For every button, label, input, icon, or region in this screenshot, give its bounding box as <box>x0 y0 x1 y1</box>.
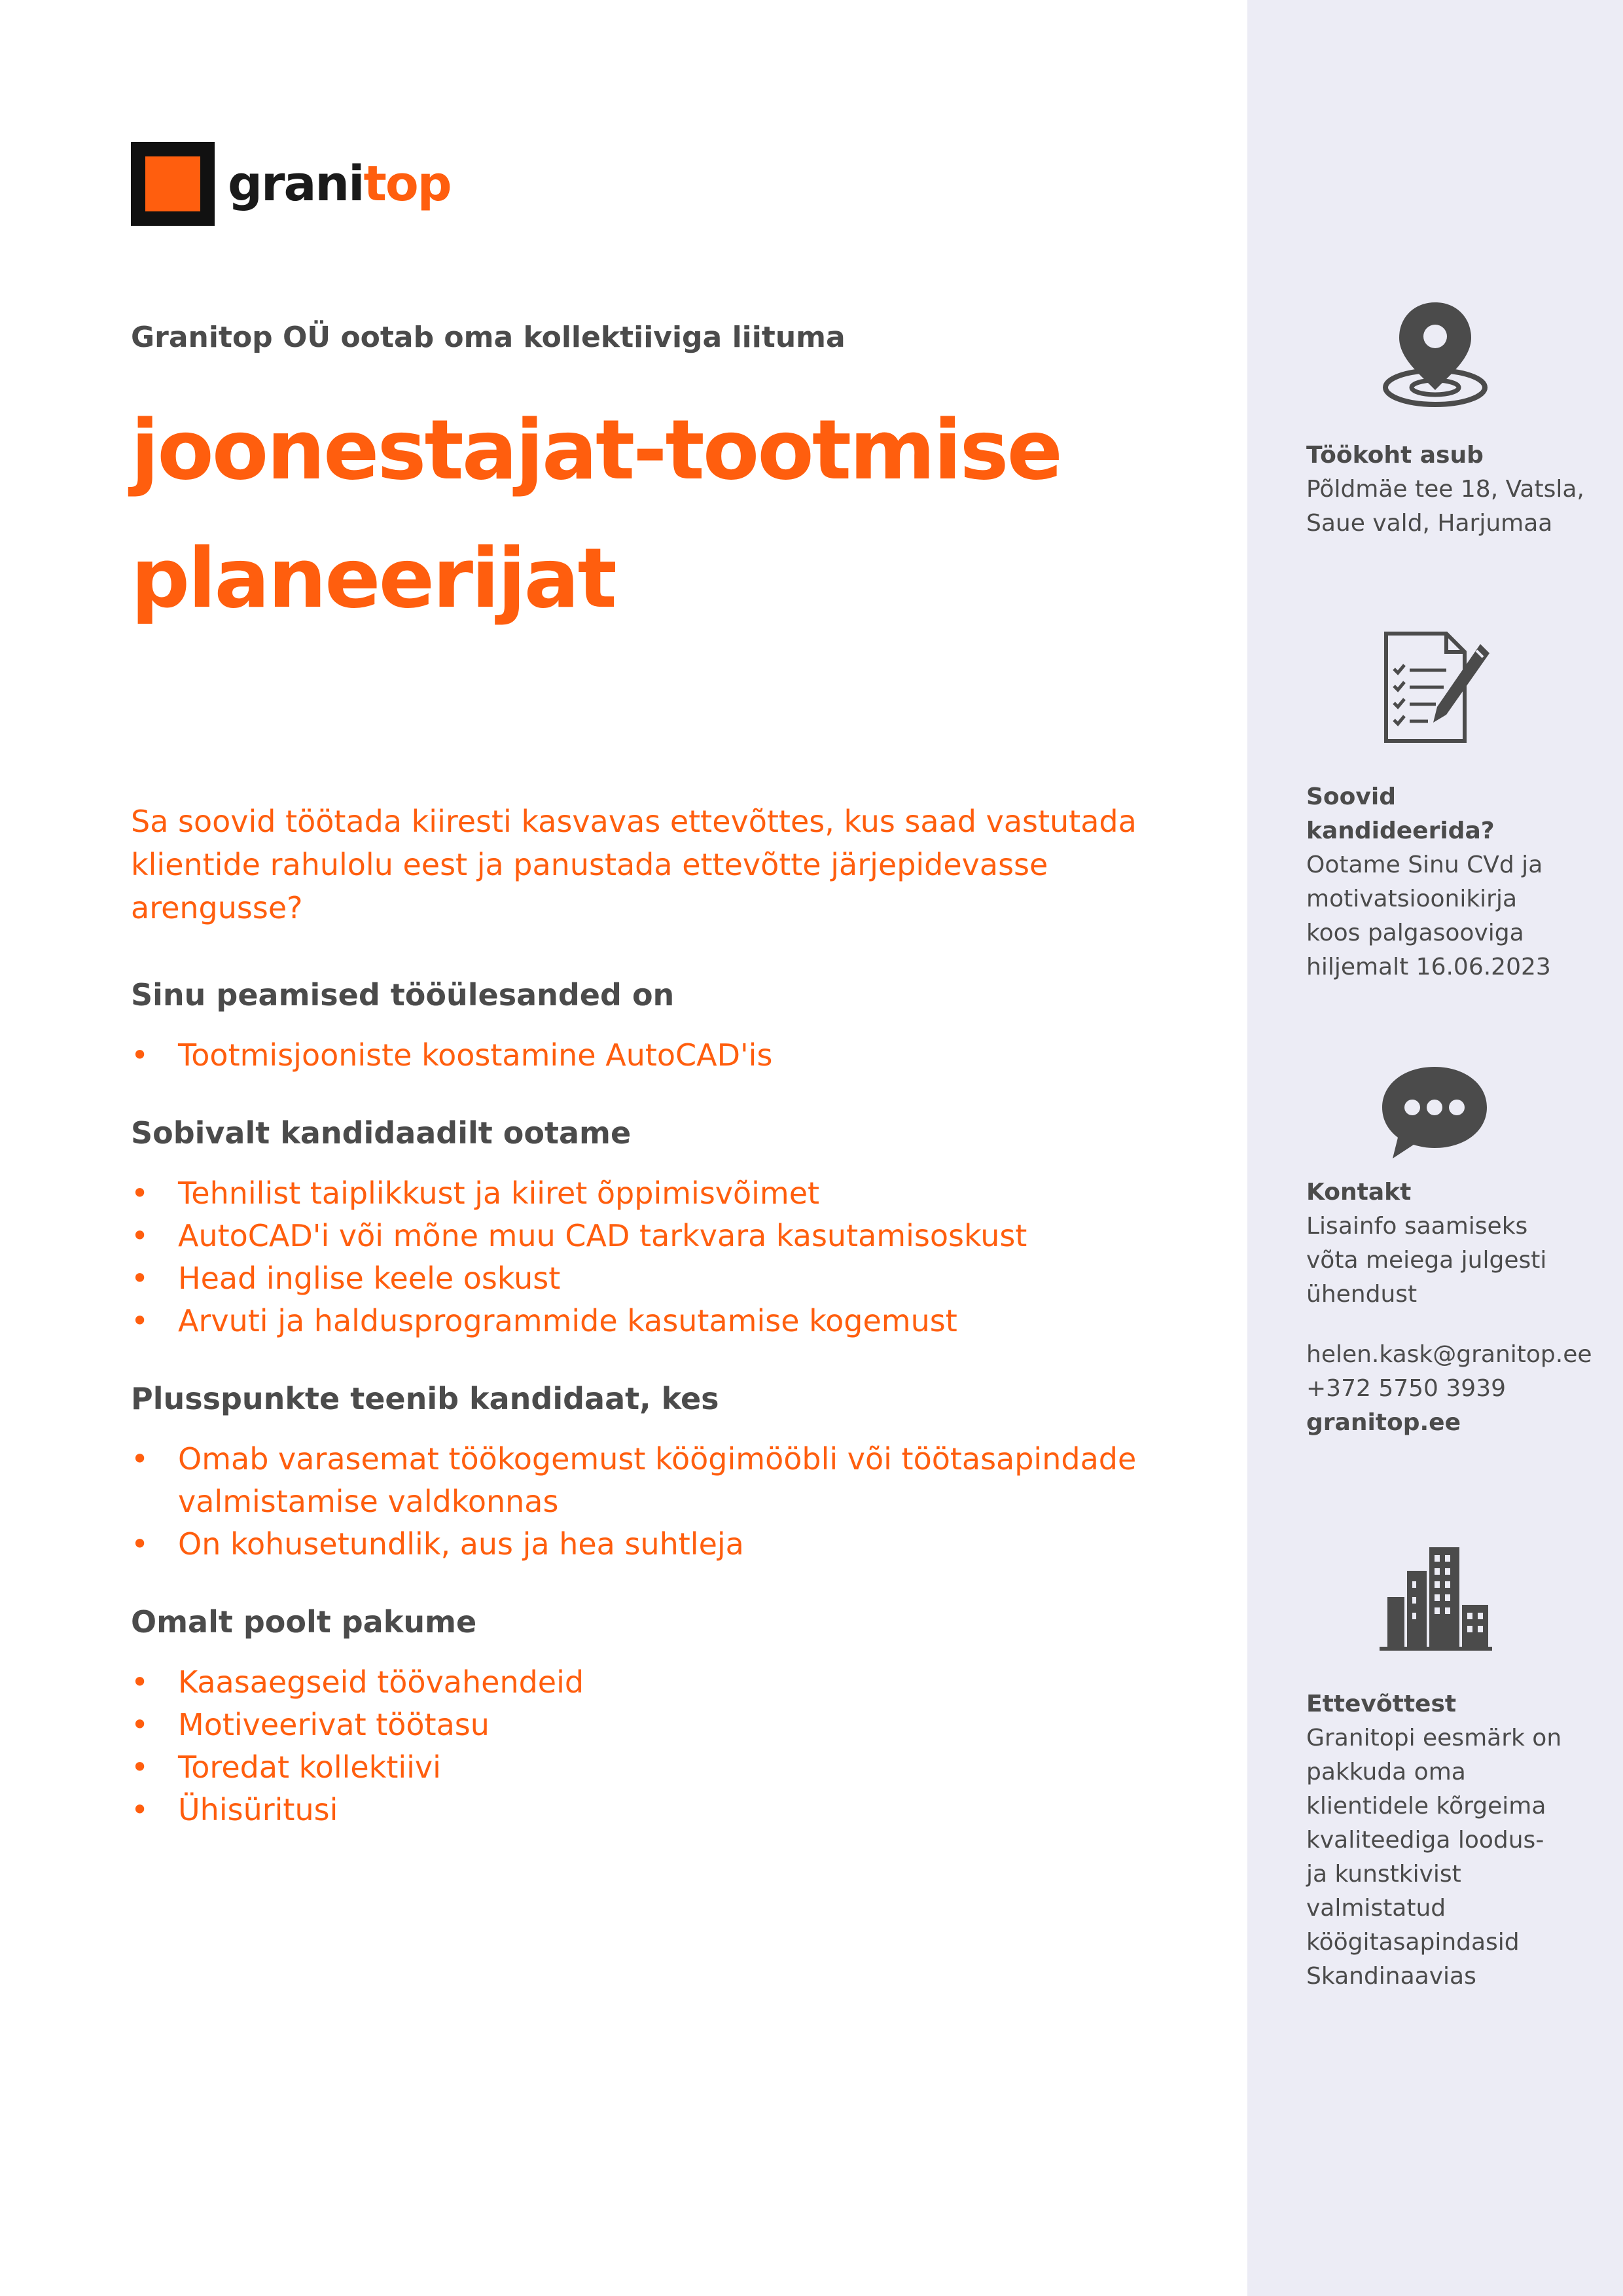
company-line: ja kunstkivist <box>1306 1861 1461 1888</box>
list-item: • Kaasaegseid töövahendeid <box>131 1661 1191 1704</box>
logo-wordmark: granitop <box>228 156 451 212</box>
bullet-list <box>131 1172 1191 1342</box>
contact-line: võta meiega julgesti <box>1306 1247 1547 1274</box>
apply-line: motivatsioonikirja <box>1306 886 1518 912</box>
main-content <box>131 974 1191 1867</box>
location-block <box>1306 439 1588 541</box>
list-item: • Motiveerivat töötasu <box>131 1704 1191 1746</box>
section-title: Sinu peamised tööülesanded on <box>131 977 675 1013</box>
buildings-icon <box>1377 1545 1495 1653</box>
lead-paragraph: Sa soovid töötada kiiresti kasvavas ettevõttes, kus saad vastutada klientide rahulolu eest ja panustada ettevõtte järjepidevasse arengusse? <box>131 804 1137 925</box>
company-line: kvaliteediga loodus- <box>1306 1827 1544 1854</box>
contact-line: Lisainfo saamiseks <box>1306 1213 1528 1240</box>
section-title: Plusspunkte teenib kandidaat, kes <box>131 1381 719 1416</box>
section-title: Sobivalt kandidaadilt ootame <box>131 1115 632 1151</box>
apply-block <box>1306 780 1588 984</box>
intro-text: Granitop OÜ ootab oma kollektiiviga liituma <box>131 321 846 354</box>
list-item: • Tehnilist taiplikkust ja kiiret õppimisvõimet <box>131 1172 1191 1215</box>
section-advantages <box>131 1378 1191 1566</box>
location-line: Saue vald, Harjumaa <box>1306 510 1553 537</box>
apply-line: Ootame Sinu CVd ja <box>1306 852 1543 878</box>
location-title: Töökoht asub <box>1306 442 1484 469</box>
company-block <box>1306 1687 1588 1994</box>
logo-mark-icon <box>131 142 215 226</box>
granitop-logo <box>131 141 451 226</box>
section-tasks <box>131 974 1191 1077</box>
company-line: pakkuda oma <box>1306 1759 1466 1785</box>
company-line: valmistatud <box>1306 1895 1446 1922</box>
job-title <box>131 386 1211 643</box>
chat-bubble-icon <box>1380 1064 1489 1161</box>
contact-block <box>1306 1175 1592 1440</box>
company-line: köögitasapindasid <box>1306 1929 1520 1956</box>
list-item: • Tootmisjooniste koostamine AutoCAD'is <box>131 1034 1191 1077</box>
list-item: • AutoCAD'i või mõne muu CAD tarkvara kasutamisoskust <box>131 1215 1191 1257</box>
contact-website[interactable]: granitop.ee <box>1306 1409 1461 1436</box>
contact-line: ühendust <box>1306 1281 1418 1308</box>
location-pin-icon <box>1381 298 1489 411</box>
document-checklist-pen-icon <box>1381 631 1493 744</box>
list-item: • Arvuti ja haldusprogrammide kasutamise kogemust <box>131 1300 1191 1342</box>
company-line: Granitopi eesmärk on <box>1306 1725 1562 1751</box>
contact-email[interactable]: helen.kask@granitop.ee <box>1306 1341 1592 1368</box>
company-line: Skandinaavias <box>1306 1963 1476 1990</box>
list-item: • Toredat kollektiivi <box>131 1746 1191 1789</box>
apply-line: koos palgasooviga <box>1306 920 1524 946</box>
contact-title: Kontakt <box>1306 1179 1412 1206</box>
apply-title: Soovid kandideerida? <box>1306 783 1495 844</box>
section-requirements <box>131 1112 1191 1342</box>
section-offer <box>131 1601 1191 1831</box>
bullet-list <box>131 1034 1191 1077</box>
list-item: • Omab varasemat töökogemust köögimööbli või töötasapindade valmistamise valdkonnas <box>131 1438 1191 1523</box>
bullet-list <box>131 1661 1191 1831</box>
list-item: • On kohusetundlik, aus ja hea suhtleja <box>131 1523 1191 1566</box>
job-title-line-2: planeerijat <box>131 530 615 626</box>
job-title-line-1: joonestajat-tootmise <box>131 402 1061 498</box>
list-item: • Head inglise keele oskust <box>131 1257 1191 1300</box>
location-line: Põldmäe tee 18, Vatsla, <box>1306 476 1584 503</box>
apply-line: hiljemalt 16.06.2023 <box>1306 954 1551 980</box>
section-title: Omalt poolt pakume <box>131 1604 477 1640</box>
company-title: Ettevõttest <box>1306 1691 1457 1717</box>
list-item: • Ühisüritusi <box>131 1789 1191 1831</box>
company-line: klientidele kõrgeima <box>1306 1793 1546 1820</box>
bullet-list <box>131 1438 1191 1566</box>
contact-phone[interactable]: +372 5750 3939 <box>1306 1375 1506 1402</box>
